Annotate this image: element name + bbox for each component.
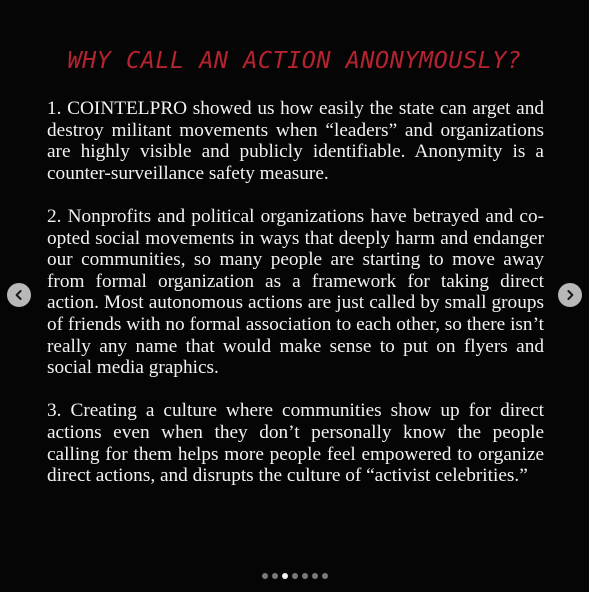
slide-heading: WHY CALL AN ACTION ANONYMOUSLY? xyxy=(67,46,522,74)
paragraph-2: 2. Nonprofits and political organizations have betrayed and co-opted social movements in ways that deeply harm and endanger our communities, so many people are starting to move away from formal organization as a framework for taking direct action. Most autonomous actions are just called by small groups of friends with no formal association to each other, so there isn’t really any name that would make sense to put on flyers and social media graphics. xyxy=(47,205,544,379)
carousel-indicator xyxy=(0,573,589,579)
carousel-dot[interactable] xyxy=(302,573,308,579)
carousel-dot[interactable] xyxy=(322,573,328,579)
carousel-dot[interactable] xyxy=(292,573,298,579)
carousel-dot[interactable] xyxy=(312,573,318,579)
previous-slide-button[interactable] xyxy=(7,283,31,307)
chevron-left-icon xyxy=(12,288,26,302)
chevron-right-icon xyxy=(563,288,577,302)
carousel-dot[interactable] xyxy=(262,573,268,579)
carousel-dot[interactable] xyxy=(272,573,278,579)
paragraph-1: 1. COINTELPRO showed us how easily the state can arget and destroy militant movements when “leaders” and organizations are highly visible and publicly identifiable. Anonymity is a counter-surveillance safety measure. xyxy=(47,98,544,184)
paragraph-3: 3. Creating a culture where communities show up for direct actions even when they don’t personally know the people calling for them helps more people feel empowered to organize direct actions, and disrupts the culture of “activist celebrities.” xyxy=(47,400,544,487)
next-slide-button[interactable] xyxy=(558,283,582,307)
carousel-dot[interactable] xyxy=(282,573,288,579)
slide-body xyxy=(47,98,544,487)
